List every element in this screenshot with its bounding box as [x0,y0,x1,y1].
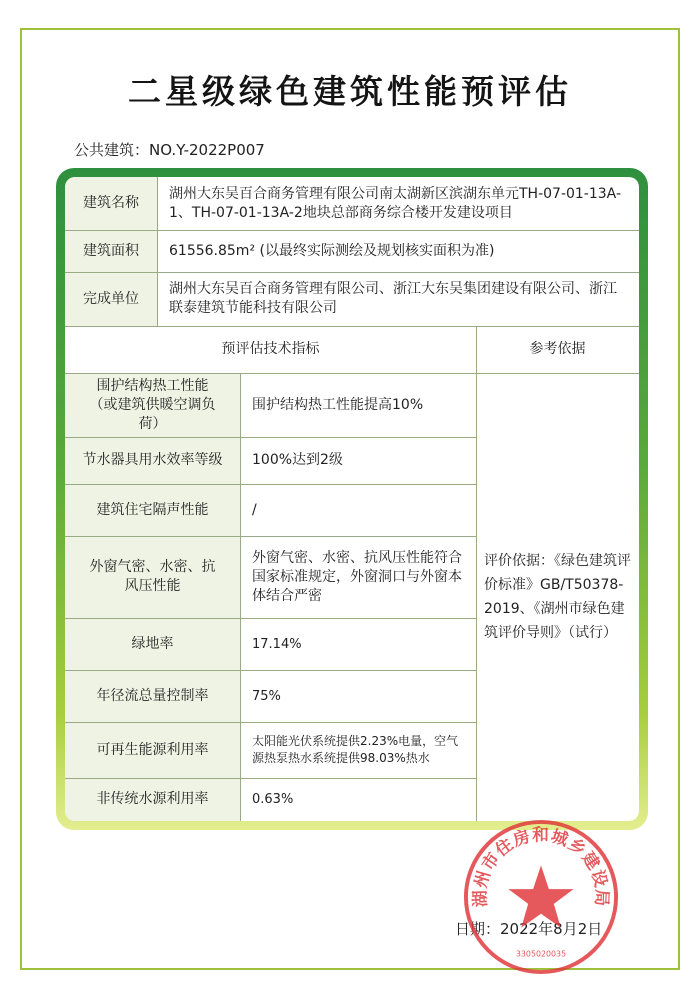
indicator-label: 绿地率 [65,618,240,670]
indicator-label: 围护结构热工性能（或建筑供暖空调负荷） [65,373,240,437]
indicator-value: 75% [252,688,281,704]
official-seal [462,818,620,976]
indicator-value: 17.14% [252,636,302,652]
reference-text: 评价依据：《绿色建筑评价标准》GB/T50378-2019、《湖州市绿色建筑评价导则》（试行） [484,553,631,641]
page-title: 二星级绿色建筑性能预评估 [128,72,572,111]
indicator-label: 节水器具用水效率等级 [65,437,240,484]
indicator-value: 100%达到2级 [252,452,343,468]
svg-text:3305020035: 3305020035 [515,949,567,959]
evaluation-table [65,177,639,821]
building-area-label: 建筑面积 [65,230,157,272]
indicators-header: 预评估技术指标 [65,326,476,373]
completion-unit-value: 湖州大东吴百合商务管理有限公司、浙江大东吴集团建设有限公司、浙江联泰建筑节能科技有限公司 [169,281,617,316]
certificate-number: 公共建筑：NO.Y-2022P007 [74,141,265,159]
indicator-label: 外窗气密、水密、抗风压性能 [65,536,240,618]
indicator-label: 可再生能源利用率 [65,722,240,778]
reference-header: 参考依据 [476,326,639,373]
indicator-label: 建筑住宅隔声性能 [65,484,240,536]
indicator-label: 年径流总量控制率 [65,670,240,722]
building-name-value: 湖州大东吴百合商务管理有限公司南太湖新区滨湖东单元TH-07-01-13A-1、TH-07-01-13A-2地块总部商务综合楼开发建设项目 [169,185,621,221]
indicator-label: 非传统水源利用率 [65,778,240,821]
evaluation-table-panel [56,168,648,830]
indicator-value: 太阳能光伏系统提供2.23%电量，空气源热泵热水系统提供98.03%热水 [252,734,459,765]
indicator-value: / [252,501,257,518]
indicator-value: 围护结构热工性能提高10% [252,396,424,413]
issue-date: 日期：2022年8月2日 [455,920,603,938]
seal-star-icon [508,865,573,927]
svg-text:湖州市住房和城乡建设局: 湖州市住房和城乡建设局 [469,824,613,908]
completion-unit-label: 完成单位 [65,272,157,326]
indicator-value: 外窗气密、水密、抗风压性能符合国家标准规定，外窗洞口与外窗本体结合严密 [252,549,462,604]
building-name-label: 建筑名称 [65,177,157,230]
building-area-value: 61556.85m² (以最终实际测绘及规划核实面积为准) [169,242,495,259]
indicator-value: 0.63% [252,792,294,807]
